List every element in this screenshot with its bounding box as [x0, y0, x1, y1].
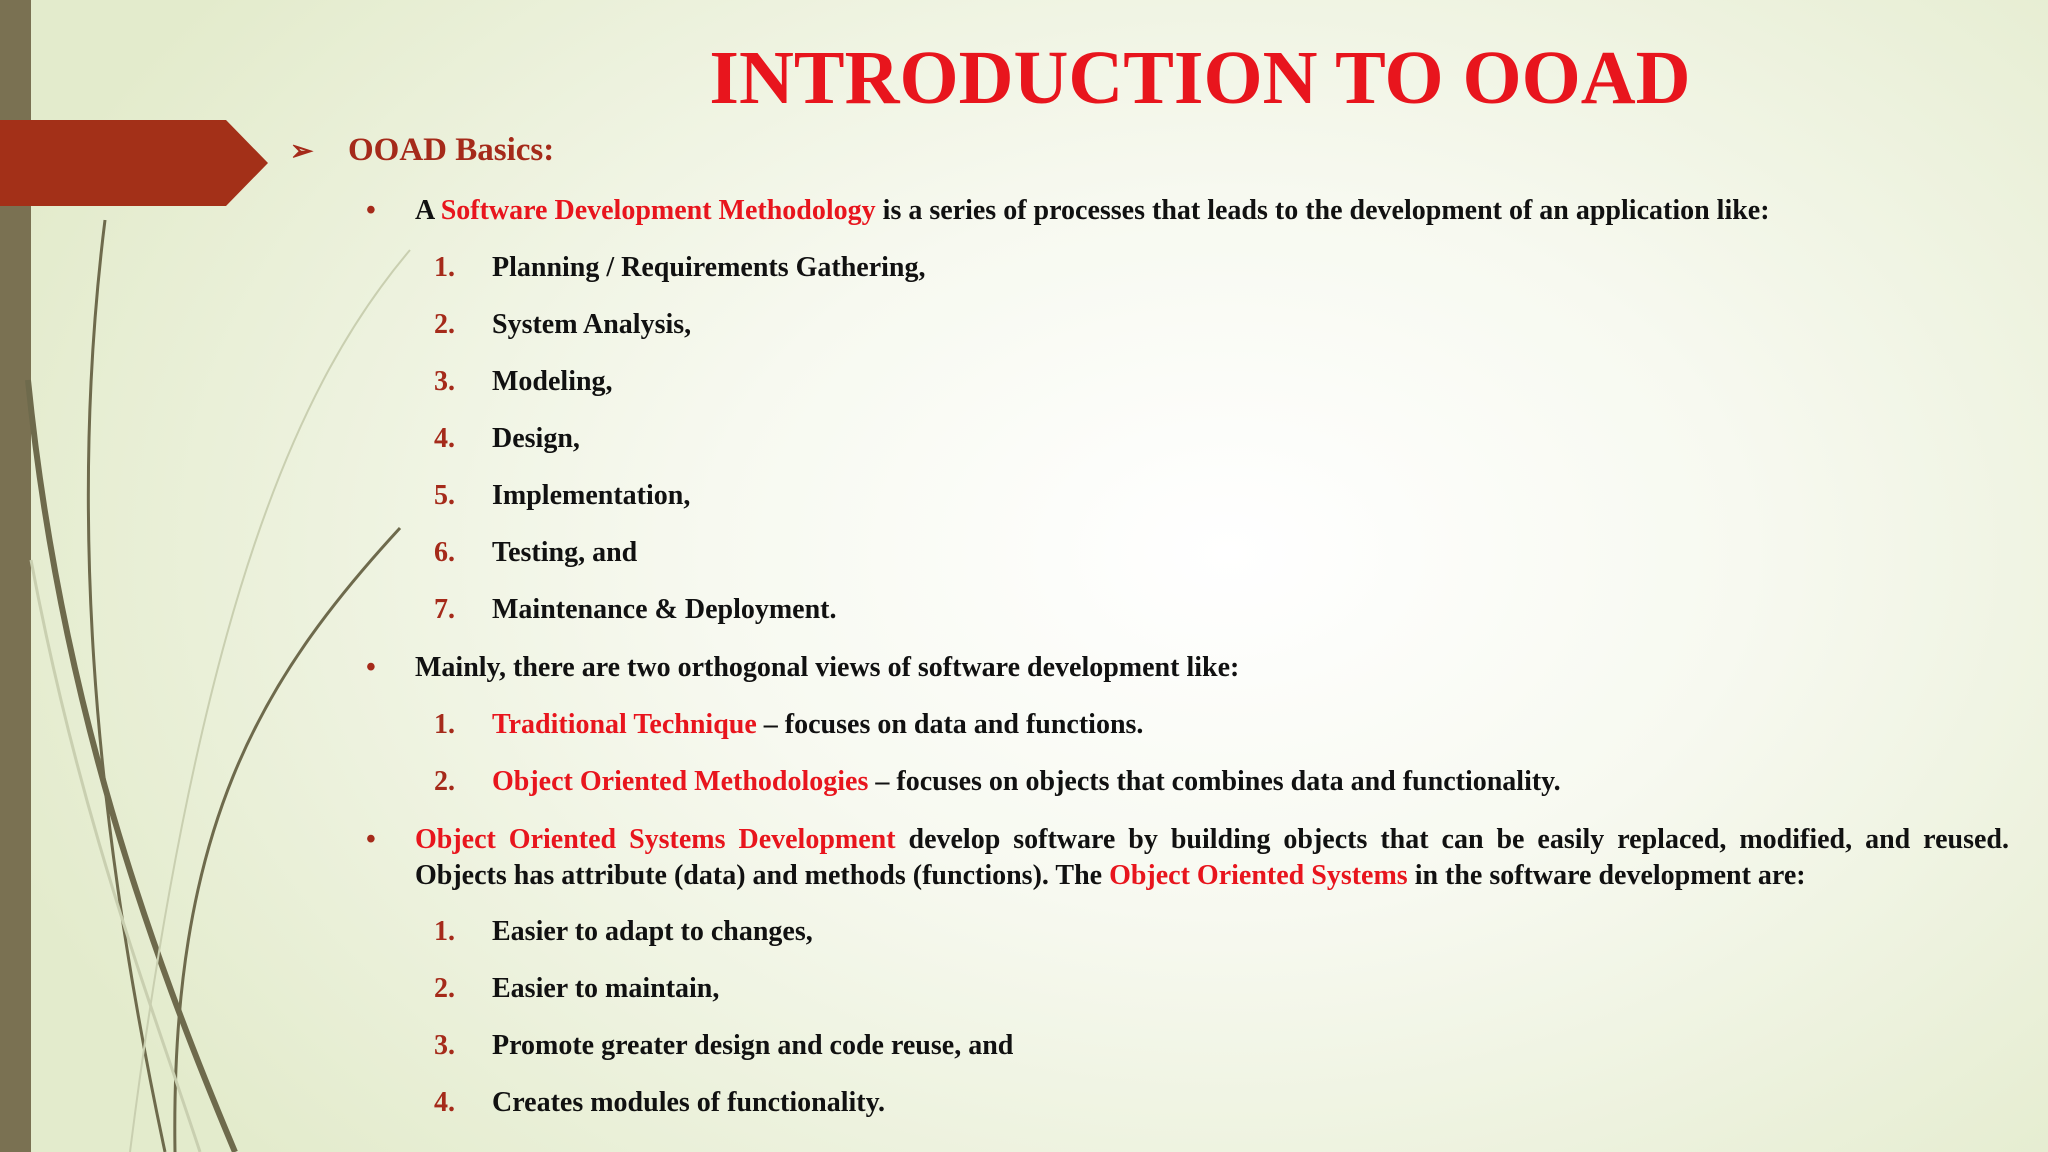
- list-number: 2.: [434, 766, 455, 797]
- highlight-term: Object Oriented Systems Development: [415, 824, 896, 855]
- section-heading-text: OOAD Basics:: [348, 132, 555, 168]
- bullet-icon: •: [366, 195, 376, 226]
- list-number: 1.: [434, 252, 455, 283]
- list-number: 5.: [434, 480, 455, 511]
- list-number: 4.: [434, 1087, 455, 1118]
- list-number: 1.: [434, 709, 455, 740]
- list-text: Easier to maintain,: [492, 973, 720, 1004]
- arrow-bullet-icon: ➢: [290, 136, 314, 167]
- list-text: Object Oriented Methodologies – focuses on objects that combines data and functionality.: [492, 766, 1561, 797]
- bullet-text: A Software Development Methodology is a series of processes that leads to the development of an application like:: [415, 195, 1770, 226]
- list-number: 3.: [434, 1030, 455, 1061]
- list-text: Design,: [492, 423, 580, 454]
- list-text: Promote greater design and code reuse, and: [492, 1030, 1014, 1061]
- list-number: 3.: [434, 366, 455, 397]
- list-text: Traditional Technique – focuses on data and functions.: [492, 709, 1144, 740]
- highlight-term: Traditional Technique: [492, 709, 757, 740]
- list-number: 2.: [434, 309, 455, 340]
- bullet-icon: •: [366, 652, 376, 683]
- arrow-tab-shape: [0, 120, 270, 206]
- list-text: Easier to adapt to changes,: [492, 916, 813, 947]
- list-text: Modeling,: [492, 366, 613, 397]
- bullet-icon: •: [366, 824, 376, 855]
- list-text: Maintenance & Deployment.: [492, 594, 837, 625]
- highlight-term: Software Development Methodology: [440, 195, 876, 226]
- list-number: 4.: [434, 423, 455, 454]
- bullet-item-3: Object Oriented Systems Development develop software by building objects that can be easily replaced, modified, and reused. Objects has attribute (data) and methods (functions). The Object Oriented Systems in the software development are:: [415, 824, 2009, 891]
- section-heading: [290, 130, 554, 172]
- list-number: 6.: [434, 537, 455, 568]
- list-number: 7.: [434, 594, 455, 625]
- list-text: Creates modules of functionality.: [492, 1087, 886, 1118]
- list-text: Testing, and: [492, 537, 638, 568]
- list-text: System Analysis,: [492, 309, 692, 340]
- highlight-term: Object Oriented Systems: [1109, 860, 1408, 891]
- list-text: Implementation,: [492, 480, 691, 511]
- highlight-term: Object Oriented Methodologies: [492, 766, 869, 797]
- list-text: Planning / Requirements Gathering,: [492, 252, 926, 283]
- slide-title: INTRODUCTION TO OOAD: [709, 36, 1691, 120]
- list-number: 2.: [434, 973, 455, 1004]
- bullet-text: Mainly, there are two orthogonal views of software development like:: [415, 652, 1240, 683]
- list-number: 1.: [434, 916, 455, 947]
